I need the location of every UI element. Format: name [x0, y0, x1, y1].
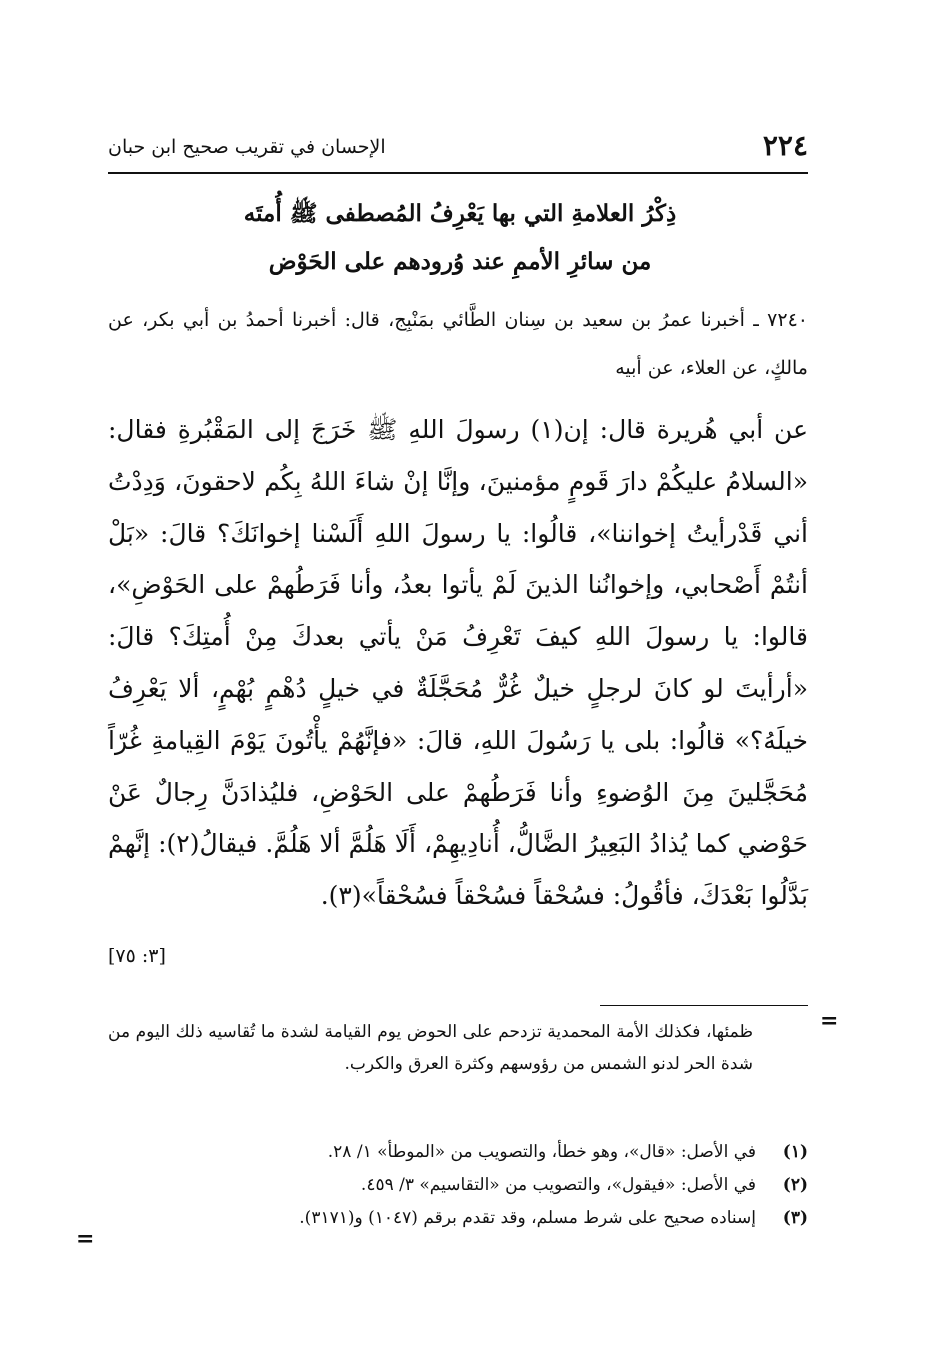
- footnote-text: في الأصل: «قال»، وهو خطأ، والتصويب من «الموطأ» ١/ ٢٨.: [327, 1142, 756, 1162]
- footnote-text: إسناده صحيح على شرط مسلم، وقد تقدم برقم (١٠٤٧) و(٣١٧١).: [299, 1208, 756, 1228]
- continuation-mark-bottom: =: [76, 1226, 95, 1252]
- header-rule: [108, 172, 808, 174]
- volume-reference: [٣: ٧٥]: [108, 945, 166, 967]
- footnote-continuation: ظمئها، فكذلك الأمة المحمدية تزدحم على الحوض يوم القيامة لشدة ما تُقاسيه ذلك اليوم من شدة الحر لدنو الشمس من رؤوسهم وكثرة العرق والكرب.: [108, 1022, 753, 1074]
- chapter-heading-line-1: ذِكْرُ العلامةِ التي بها يَعْرِفُ المُصطفى ﷺ أُمتَه: [243, 200, 677, 227]
- footnote-number: (٢): [782, 1175, 808, 1195]
- continuation-mark-top: =: [820, 1008, 839, 1034]
- page-number: ٢٢٤: [762, 129, 808, 162]
- footnote-3: [108, 1202, 808, 1235]
- footnote-2: [108, 1169, 808, 1202]
- footnote-text: في الأصل: «فيقول»، والتصويب من «التقاسيم» ٣/ ٤٥٩.: [360, 1175, 756, 1195]
- book-title: الإحسان في تقريب صحيح ابن حبان: [108, 136, 386, 158]
- hadith-matn: عن أبي هُريرة قال: إن(١) رسولَ اللهِ ﷺ خَرَجَ إلى المَقْبُرةِ فقال: «السلامُ عليكُمْ دارَ قَومٍ مؤمنينَ، وإنَّا إنْ شاءَ اللهُ بِكُم لاحقونَ، وَدِدْتُ أني قَدْرأيتُ إخواننا»، قالُوا: يا رسولَ اللهِ أَلَسْنا إخوانَكَ؟ قالَ: «بَلْ أنتُمْ أَصْحابي، وإخوانُنا الذينَ لَمْ يأتوا بعدُ، وأنا فَرَطُهمْ على الحَوْضِ»، قالوا: يا رسولَ اللهِ كيفَ تَعْرِفُ مَنْ يأتي بعدكَ مِنْ أُمتِكَ؟ قالَ: «أرأيتَ لو كانَ لرجلٍ خيلٌ غُرٌّ مُحَجَّلَةٌ في خيلٍ دُهْمٍ بُهْمٍ، ألا يَعْرِفُ خيلَهُ؟» قالُوا: بلى يا رَسُولَ اللهِ، قالَ: «فإنَّهُمْ يأْتُونَ يَوْمَ القِيامةِ غُرّاً مُحَجَّلينَ مِنَ الوُضوءِ وأنا فَرَطُهمْ على الحَوْضِ، فليُذادَنَّ رِجالٌ عَنْ حَوْضي كما يُذادُ البَعِيرُ الضَّالُّ، أُنادِيهِمْ، أَلَا هَلُمَّ ألا هَلُمَّ. فيقالُ(٢): إنَّهمْ بَدَّلُوا بَعْدَكَ، فأقُولُ: فسُحْقاً فسُحْقاً فسُحْقاً»(٣).: [108, 415, 808, 911]
- chapter-heading-line-2: من سائرِ الأممِ عند وُرودهم على الحَوْض: [268, 248, 652, 275]
- footnotes-list: [108, 1136, 808, 1235]
- footnote-1: [108, 1136, 808, 1169]
- hadith-isnad: ٧٢٤٠ ـ أخبرنا عمرُ بن سعيد بن سِنان الطَّائي بمَنْبِج، قال: أخبرنا أحمدُ بن أبي بكر، عن مالكٍ، عن العلاء، عن أبيه: [108, 309, 808, 379]
- running-header: [108, 128, 808, 168]
- footnote-number: (٣): [782, 1208, 808, 1228]
- footnotes-separator: [600, 1005, 808, 1006]
- chapter-heading: [150, 190, 770, 286]
- footnote-number: (١): [782, 1142, 808, 1162]
